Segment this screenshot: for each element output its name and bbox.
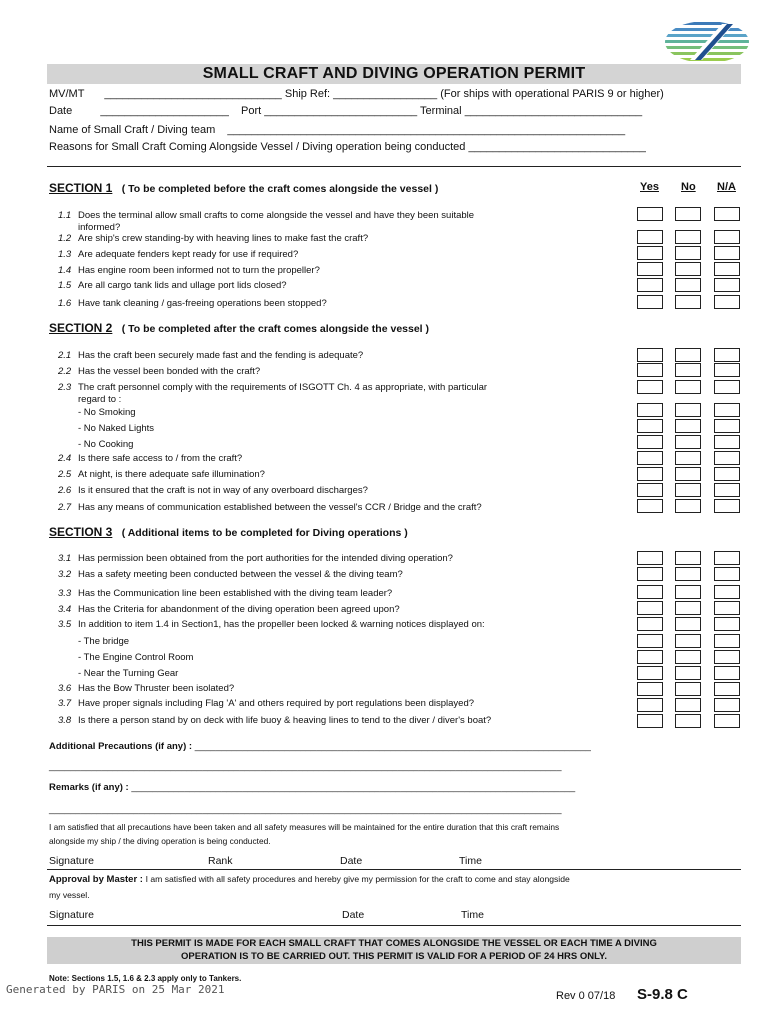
item-text-continued: informed? xyxy=(78,222,121,233)
checkbox-no[interactable] xyxy=(675,207,701,221)
tanker-note: Note: Sections 1.5, 1.6 & 2.3 apply only to Tankers. xyxy=(49,974,242,983)
checkbox-yes[interactable] xyxy=(637,363,663,377)
checkbox-yes[interactable] xyxy=(637,551,663,565)
item-text: Has the Criteria for abandonment of the diving operation been agreed upon? xyxy=(78,604,400,615)
checkbox-no[interactable] xyxy=(675,348,701,362)
item-text: Is there safe access to / from the craft? xyxy=(78,453,243,464)
checkbox-no[interactable] xyxy=(675,567,701,581)
checkbox-no[interactable] xyxy=(675,634,701,648)
checkbox-na[interactable] xyxy=(714,230,740,244)
checkbox-yes[interactable] xyxy=(637,278,663,292)
section1-heading xyxy=(49,181,438,195)
approval-row xyxy=(49,874,570,885)
checkbox-na[interactable] xyxy=(714,278,740,292)
item-text: Has the craft been securely made fast and the fending is adequate? xyxy=(78,350,364,361)
item-number: 2.6 xyxy=(58,485,72,496)
item-text: - The Engine Control Room xyxy=(78,652,194,663)
checkbox-na[interactable] xyxy=(714,348,740,362)
company-logo-icon xyxy=(664,20,750,64)
checkbox-no[interactable] xyxy=(675,363,701,377)
item-text: - No Naked Lights xyxy=(78,423,155,434)
checkbox-no[interactable] xyxy=(675,419,701,433)
checkbox-yes[interactable] xyxy=(637,666,663,680)
header-divider xyxy=(47,166,741,167)
checkbox-na[interactable] xyxy=(714,634,740,648)
checkbox-na[interactable] xyxy=(714,483,740,497)
item-number: 3.2 xyxy=(58,569,72,580)
checkbox-no[interactable] xyxy=(675,617,701,631)
checkbox-yes[interactable] xyxy=(637,262,663,276)
item-number: 1.3 xyxy=(58,249,72,260)
section3-heading xyxy=(49,525,408,539)
item-text: Does the terminal allow small crafts to come alongside the vessel and have they been suitable xyxy=(78,210,475,221)
precautions-field[interactable]: ___________________________________________________________________________ xyxy=(194,741,591,752)
checklist-item xyxy=(58,377,487,405)
col-no-header: No xyxy=(681,181,696,193)
checkbox-yes[interactable] xyxy=(637,567,663,581)
checkbox-na[interactable] xyxy=(714,650,740,664)
master-date-label: Date xyxy=(342,909,365,921)
section1-num: SECTION 1 xyxy=(49,181,113,195)
checkbox-yes[interactable] xyxy=(637,634,663,648)
checkbox-na[interactable] xyxy=(714,682,740,696)
checkbox-no[interactable] xyxy=(675,666,701,680)
item-text: In addition to item 1.4 in Section1, has the propeller been locked & warning notices displayed on: xyxy=(78,619,485,630)
item-text-continued: regard to : xyxy=(78,394,122,405)
item-text: Has the Bow Thruster been isolated? xyxy=(78,683,235,694)
item-text: Has any means of communication established between the vessel's CCR / Bridge and the craft? xyxy=(78,502,482,513)
checkbox-yes[interactable] xyxy=(637,403,663,417)
port-label: Port xyxy=(240,105,262,117)
checkbox-na[interactable] xyxy=(714,451,740,465)
remarks-line2[interactable]: _________________________________________________________________________________________________ xyxy=(49,804,562,815)
checkbox-na[interactable] xyxy=(714,207,740,221)
craft-name-label: Name of Small Craft / Diving team xyxy=(49,124,216,136)
checkbox-no[interactable] xyxy=(675,585,701,599)
checkbox-yes[interactable] xyxy=(637,650,663,664)
item-text: Is there a person stand by on deck with life buoy & heaving lines to tend to the diver / diver's boat? xyxy=(78,715,492,726)
checkbox-na[interactable] xyxy=(714,666,740,680)
checkbox-no[interactable] xyxy=(675,295,701,309)
checkbox-na[interactable] xyxy=(714,499,740,513)
checklist-item xyxy=(58,564,403,582)
checkbox-no[interactable] xyxy=(675,230,701,244)
section2-desc: ( To be completed after the craft comes alongside the vessel ) xyxy=(121,323,430,335)
item-number: 3.6 xyxy=(58,683,72,694)
approval-text-2: my vessel. xyxy=(49,890,90,900)
checkbox-yes[interactable] xyxy=(637,682,663,696)
checkbox-na[interactable] xyxy=(714,714,740,728)
item-number: 3.7 xyxy=(58,698,72,709)
checkbox-yes[interactable] xyxy=(637,467,663,481)
reason-field[interactable]: _____________________________ xyxy=(468,141,646,153)
checklist-item xyxy=(58,275,287,293)
remarks-field[interactable]: ____________________________________________________________________________________ xyxy=(131,782,576,793)
checkbox-yes[interactable] xyxy=(637,617,663,631)
section2-heading xyxy=(49,321,429,335)
checkbox-na[interactable] xyxy=(714,363,740,377)
checkbox-no[interactable] xyxy=(675,601,701,615)
date-label: Date xyxy=(49,105,73,117)
section2-num: SECTION 2 xyxy=(49,321,113,335)
checkbox-no[interactable] xyxy=(675,246,701,260)
item-number: 1.2 xyxy=(58,233,72,244)
checkbox-no[interactable] xyxy=(675,451,701,465)
checklist-item xyxy=(58,480,368,498)
checkbox-na[interactable] xyxy=(714,567,740,581)
generated-stamp: Generated by PARIS on 25 Mar 2021 xyxy=(6,983,225,996)
checkbox-na[interactable] xyxy=(714,403,740,417)
item-text: - The bridge xyxy=(78,636,130,647)
remarks-row xyxy=(49,782,575,793)
checkbox-yes[interactable] xyxy=(637,435,663,449)
checklist-item xyxy=(58,497,482,515)
precautions-line2[interactable]: _________________________________________________________________________________________________ xyxy=(49,761,562,772)
item-number: 1.6 xyxy=(58,298,72,309)
item-text: Is it ensured that the craft is not in way of any overboard discharges? xyxy=(78,485,368,496)
checkbox-no[interactable] xyxy=(675,467,701,481)
item-number: 1.4 xyxy=(58,265,72,276)
checkbox-no[interactable] xyxy=(675,682,701,696)
checkbox-yes[interactable] xyxy=(637,698,663,712)
checklist-item xyxy=(58,614,485,632)
item-number: 2.3 xyxy=(58,382,72,393)
item-text: Have tank cleaning / gas-freeing operations been stopped? xyxy=(78,298,327,309)
signature-divider xyxy=(47,869,741,870)
checkbox-na[interactable] xyxy=(714,617,740,631)
item-number: 2.1 xyxy=(58,350,72,361)
master-time-label: Time xyxy=(461,909,484,921)
reason-label: Reasons for Small Craft Coming Alongside Vessel / Diving operation being conducted xyxy=(49,141,466,153)
checkbox-no[interactable] xyxy=(675,403,701,417)
reason-row xyxy=(49,141,646,153)
checkbox-no[interactable] xyxy=(675,650,701,664)
checkbox-yes[interactable] xyxy=(637,380,663,394)
checkbox-na[interactable] xyxy=(714,295,740,309)
item-number: 3.1 xyxy=(58,553,72,564)
col-yes-header: Yes xyxy=(640,181,659,193)
item-text: - No Smoking xyxy=(78,407,136,418)
remarks-label: Remarks (if any) : xyxy=(49,782,129,793)
form-code: S-9.8 C xyxy=(637,986,688,1003)
checkbox-yes[interactable] xyxy=(637,585,663,599)
date-port-row xyxy=(49,105,642,117)
item-text: Has permission been obtained from the port authorities for the intended diving operation? xyxy=(78,553,453,564)
checkbox-yes[interactable] xyxy=(637,499,663,513)
item-number: 2.7 xyxy=(58,502,72,513)
checkbox-yes[interactable] xyxy=(637,601,663,615)
item-text: Has the vessel been bonded with the craft? xyxy=(78,366,261,377)
checkbox-yes[interactable] xyxy=(637,230,663,244)
item-number: 2.4 xyxy=(58,453,72,464)
checkbox-na[interactable] xyxy=(714,601,740,615)
satisfaction-statement-1: I am satisfied that all precautions have been taken and all safety measures will be maintained for the entire duration that this craft remains xyxy=(49,822,560,832)
checkbox-na[interactable] xyxy=(714,467,740,481)
checkbox-no[interactable] xyxy=(675,435,701,449)
section3-num: SECTION 3 xyxy=(49,525,113,539)
item-text: Has the Communication line been established with the diving team leader? xyxy=(78,588,393,599)
mvmt-row xyxy=(49,88,664,100)
item-text: - No Cooking xyxy=(78,439,134,450)
checkbox-no[interactable] xyxy=(675,380,701,394)
item-text: Have proper signals including Flag 'A' and others required by port regulations been displayed? xyxy=(78,698,475,709)
checkbox-na[interactable] xyxy=(714,380,740,394)
terminal-label: Terminal xyxy=(420,105,462,117)
craft-name-field[interactable]: _________________________________________________________________ xyxy=(227,124,626,136)
item-number: 3.5 xyxy=(58,619,72,630)
checkbox-na[interactable] xyxy=(714,551,740,565)
checkbox-na[interactable] xyxy=(714,262,740,276)
checkbox-no[interactable] xyxy=(675,499,701,513)
date-field[interactable]: _____________________ xyxy=(100,105,229,117)
precautions-row xyxy=(49,741,591,752)
checklist-item xyxy=(58,710,491,728)
terminal-field[interactable]: _____________________________ xyxy=(464,105,643,117)
checkbox-no[interactable] xyxy=(675,278,701,292)
signature-label: Signature xyxy=(49,855,94,867)
item-text: Are ship's crew standing-by with heaving lines to make fast the craft? xyxy=(78,233,369,244)
shipref-field[interactable]: _________________ xyxy=(333,88,438,100)
validity-notice-line-1: THIS PERMIT IS MADE FOR EACH SMALL CRAFT THAT COMES ALONGSIDE THE VESSEL OR EACH TIME A DIVING xyxy=(131,938,657,949)
checkbox-na[interactable] xyxy=(714,419,740,433)
checkbox-no[interactable] xyxy=(675,698,701,712)
checkbox-yes[interactable] xyxy=(637,295,663,309)
section3-desc: ( Additional items to be completed for Diving operations ) xyxy=(121,527,408,539)
master-signature-label: Signature xyxy=(49,909,94,921)
checkbox-yes[interactable] xyxy=(637,714,663,728)
checkbox-no[interactable] xyxy=(675,262,701,276)
precautions-label: Additional Precautions (if any) : xyxy=(49,741,193,752)
paris-note: (For ships with operational PARIS 9 or higher) xyxy=(440,88,664,100)
satisfaction-statement-2: alongside my ship / the diving operation is being conducted. xyxy=(49,836,271,846)
mvmt-label: MV/MT xyxy=(49,88,85,100)
revision-label: Rev 0 07/18 xyxy=(556,990,616,1002)
checkbox-na[interactable] xyxy=(714,698,740,712)
item-text: At night, is there adequate safe illumination? xyxy=(78,469,265,480)
item-text: Are all cargo tank lids and ullage port lids closed? xyxy=(78,280,287,291)
checkbox-yes[interactable] xyxy=(637,451,663,465)
checkbox-yes[interactable] xyxy=(637,207,663,221)
item-number: 2.5 xyxy=(58,469,72,480)
page-title: SMALL CRAFT AND DIVING OPERATION PERMIT xyxy=(47,64,741,84)
checkbox-na[interactable] xyxy=(714,246,740,260)
col-na-header: N/A xyxy=(717,181,736,193)
item-text: Are adequate fenders kept ready for use if required? xyxy=(78,249,299,260)
item-number: 3.4 xyxy=(58,604,72,615)
approval-text: I am satisfied with all safety procedures and hereby give my permission for the craft to come and stay alongside xyxy=(145,874,570,884)
item-text: - Near the Turning Gear xyxy=(78,668,179,679)
checkbox-no[interactable] xyxy=(675,714,701,728)
mvmt-field[interactable]: _____________________________ xyxy=(104,88,282,100)
port-field[interactable]: _________________________ xyxy=(264,105,418,117)
checkbox-no[interactable] xyxy=(675,483,701,497)
date-sig-label: Date xyxy=(340,855,363,867)
checklist-item xyxy=(58,693,474,711)
checkbox-yes[interactable] xyxy=(637,419,663,433)
rank-label: Rank xyxy=(208,855,233,867)
checkbox-na[interactable] xyxy=(714,435,740,449)
shipref-label: Ship Ref: xyxy=(284,88,331,100)
checkbox-yes[interactable] xyxy=(637,483,663,497)
checkbox-yes[interactable] xyxy=(637,348,663,362)
item-number: 3.8 xyxy=(58,715,72,726)
item-number: 1.5 xyxy=(58,280,72,291)
approval-label: Approval by Master : xyxy=(49,874,143,885)
section1-desc: ( To be completed before the craft comes alongside the vessel ) xyxy=(121,183,439,195)
item-number: 3.3 xyxy=(58,588,72,599)
checklist-item xyxy=(58,293,327,311)
craft-name-row xyxy=(49,124,625,136)
item-number: 2.2 xyxy=(58,366,72,377)
item-text: Has engine room been informed not to turn the propeller? xyxy=(78,265,320,276)
checkbox-yes[interactable] xyxy=(637,246,663,260)
validity-notice xyxy=(47,937,741,964)
item-text: The craft personnel comply with the requirements of ISGOTT Ch. 4 as appropriate, with particular xyxy=(78,382,488,393)
checkbox-na[interactable] xyxy=(714,585,740,599)
item-text: Has a safety meeting been conducted between the vessel & the diving team? xyxy=(78,569,403,580)
validity-notice-line-2: OPERATION IS TO BE CARRIED OUT. THIS PERMIT IS VALID FOR A PERIOD OF 24 HRS ONLY. xyxy=(181,951,607,962)
time-sig-label: Time xyxy=(459,855,482,867)
approval-divider xyxy=(47,925,741,926)
checkbox-no[interactable] xyxy=(675,551,701,565)
item-number: 1.1 xyxy=(58,210,72,221)
